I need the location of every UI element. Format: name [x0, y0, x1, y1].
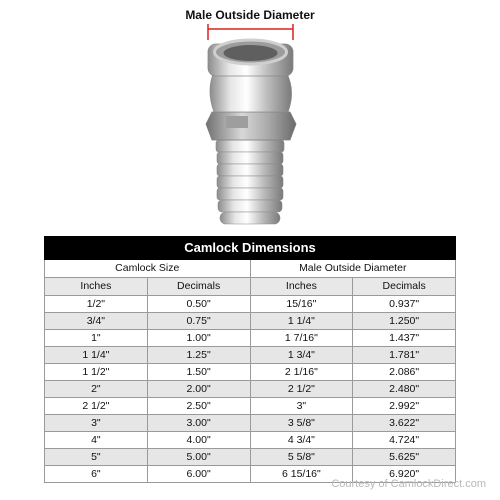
table-cell: 1.00" [147, 330, 250, 347]
table-cell: 5.625" [353, 449, 456, 466]
table-cell: 6.00" [147, 466, 250, 483]
table-cell: 3/4" [45, 313, 148, 330]
table-cell: 6 15/16" [250, 466, 353, 483]
table-cell: 2.480" [353, 381, 456, 398]
table-cell: 5.00" [147, 449, 250, 466]
table-cell: 4.00" [147, 432, 250, 449]
table-cell: 1 1/2" [45, 364, 148, 381]
table-row [45, 296, 456, 313]
table-cell: 3 5/8" [250, 415, 353, 432]
table-cell: 2 1/2" [45, 398, 148, 415]
table-row [45, 449, 456, 466]
table-cell: 2 1/2" [250, 381, 353, 398]
table-cell: 0.75" [147, 313, 250, 330]
table-cell: 3" [250, 398, 353, 415]
table-cell: 2" [45, 381, 148, 398]
table-cell: 1 1/4" [250, 313, 353, 330]
table-cell: 1 7/16" [250, 330, 353, 347]
table-cell: 1/2" [45, 296, 148, 313]
table-row [45, 313, 456, 330]
table-cell: 4.724" [353, 432, 456, 449]
table-cell: 4 3/4" [250, 432, 353, 449]
dimension-label: Male Outside Diameter [185, 8, 315, 22]
table-cell: 1.250" [353, 313, 456, 330]
hose-barb [216, 140, 284, 224]
column-header: Decimals [147, 278, 250, 296]
table-cell: 3.622" [353, 415, 456, 432]
table-cell: 15/16" [250, 296, 353, 313]
table-cell: 6.920" [353, 466, 456, 483]
table-row [45, 415, 456, 432]
table-cell: 1.25" [147, 347, 250, 364]
table-cell: 0.937" [353, 296, 456, 313]
column-header: Decimals [353, 278, 456, 296]
table-cell: 2.086" [353, 364, 456, 381]
credit-text: Courtesy of CamlockDirect.com [331, 478, 486, 490]
column-header: Inches [45, 278, 148, 296]
table-cell: 3" [45, 415, 148, 432]
table-row [45, 347, 456, 364]
table-cell: 1.50" [147, 364, 250, 381]
table-cell: 2.50" [147, 398, 250, 415]
table-cell: 3.00" [147, 415, 250, 432]
table-cell: 1 3/4" [250, 347, 353, 364]
table-cell: 5" [45, 449, 148, 466]
table-row [45, 432, 456, 449]
table-row [45, 330, 456, 347]
table-row [45, 398, 456, 415]
table-cell: 5 5/8" [250, 449, 353, 466]
groove-body [210, 72, 292, 112]
group-header-camlock-size: Camlock Size [45, 260, 251, 278]
table-cell: 2 1/16" [250, 364, 353, 381]
table-cell: 2.00" [147, 381, 250, 398]
table-row [45, 381, 456, 398]
table-cell: 1 1/4" [45, 347, 148, 364]
table-row [45, 364, 456, 381]
table-cell: 1.781" [353, 347, 456, 364]
hex-collar [206, 112, 296, 140]
column-header: Inches [250, 278, 353, 296]
table-cell: 0.50" [147, 296, 250, 313]
camlock-fitting-image [0, 0, 500, 235]
table-cell: 1" [45, 330, 148, 347]
table-cell: 4" [45, 432, 148, 449]
table-cell: 6" [45, 466, 148, 483]
table-cell: 2.992" [353, 398, 456, 415]
table-title: Camlock Dimensions [45, 237, 456, 260]
group-header-male-outside-diameter: Male Outside Diameter [250, 260, 456, 278]
camlock-dimensions-table [44, 236, 456, 483]
table-cell: 1.437" [353, 330, 456, 347]
